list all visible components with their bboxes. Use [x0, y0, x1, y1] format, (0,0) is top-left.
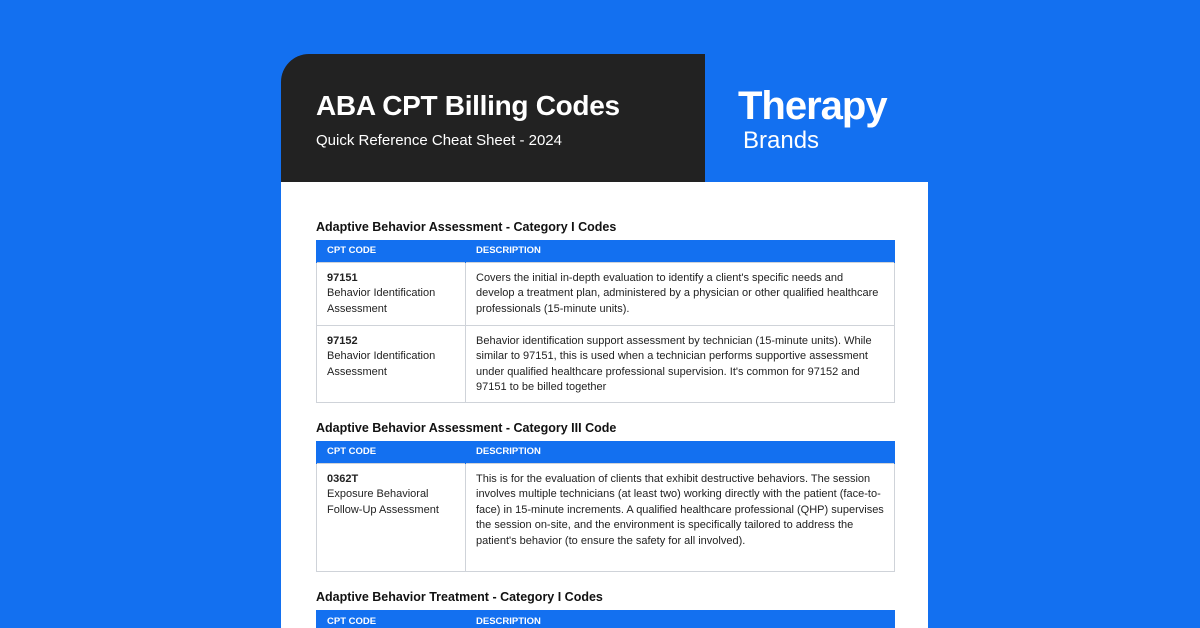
document-header — [281, 54, 705, 182]
document-body — [281, 182, 928, 628]
column-header-code: CPT CODE — [317, 441, 466, 463]
page-subtitle: Quick Reference Cheat Sheet - 2024 — [316, 132, 562, 149]
code-name: Behavior Identification Assessment — [327, 287, 436, 315]
brand-name: Therapy — [738, 84, 887, 128]
section-category-iii-assessment — [316, 420, 894, 572]
column-header-description: DESCRIPTION — [466, 610, 895, 628]
section-category-i-assessment — [316, 219, 894, 403]
code-cell — [317, 262, 466, 325]
table-row — [317, 463, 895, 571]
cpt-code: 97152 — [327, 334, 358, 347]
section-category-i-treatment — [316, 589, 894, 628]
table-header-row — [317, 441, 895, 463]
table-row — [317, 262, 895, 325]
section-title: Adaptive Behavior Assessment - Category I Codes — [316, 220, 617, 234]
table-header-row — [317, 610, 895, 628]
code-name: Behavior Identification Assessment — [327, 350, 436, 378]
code-cell — [317, 463, 466, 571]
cpt-code: 97151 — [327, 271, 358, 284]
section-title: Adaptive Behavior Assessment - Category III Code — [316, 421, 617, 435]
cheat-sheet-document — [281, 54, 928, 628]
description-cell: This is for the evaluation of clients that exhibit destructive behaviors. The session involves multiple technicians (at least two) working directly with the patient (face-to-face) in 15-minute increments. A qualified healthcare professional (QHP) supervises the session on-site, and the environment is specifically tailored to address the patient's behavior (to ensure the safety for all involved). — [466, 463, 895, 571]
cpt-code: 0362T — [327, 472, 359, 485]
column-header-description: DESCRIPTION — [466, 441, 895, 463]
column-header-description: DESCRIPTION — [466, 240, 895, 262]
table-row — [317, 325, 895, 402]
code-name: Exposure Behavioral Follow-Up Assessment — [327, 488, 439, 516]
section-title: Adaptive Behavior Treatment - Category I Codes — [316, 590, 603, 604]
codes-table — [316, 610, 895, 628]
description-cell: Behavior identification support assessment by technician (15-minute units). While similar to 97151, this is used when a technician performs supportive assessment under qualified healthcare professional supervision. It's common for 97152 and 97151 to be billed together — [466, 325, 895, 402]
column-header-code: CPT CODE — [317, 610, 466, 628]
page-title: ABA CPT Billing Codes — [316, 90, 620, 121]
code-cell — [317, 325, 466, 402]
codes-table — [316, 240, 895, 403]
table-header-row — [317, 240, 895, 262]
brand-subname: Brands — [743, 127, 820, 154]
column-header-code: CPT CODE — [317, 240, 466, 262]
codes-table — [316, 441, 895, 572]
description-cell: Covers the initial in-depth evaluation to identify a client's specific needs and develop a treatment plan, administered by a physician or other qualified healthcare professionals (15-minute units). — [466, 262, 895, 325]
